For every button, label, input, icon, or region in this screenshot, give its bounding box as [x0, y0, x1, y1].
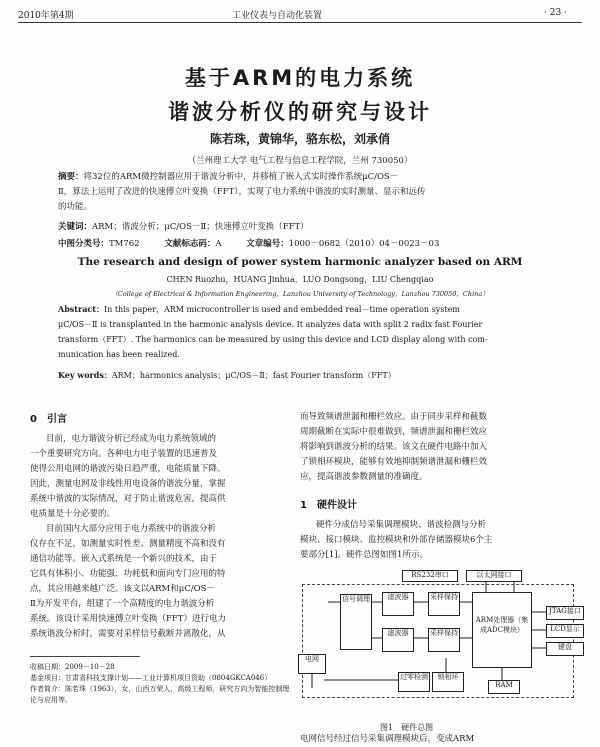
abstract-en-line-3: transform（FFT）. The harmonics can be measured by using this device and LCD display along with com-	[58, 335, 488, 344]
s0-line: 因此，测量电网及非线性用电设备的谐波分量，掌握	[30, 479, 226, 489]
abstract-en-line-2: μC/OS－Ⅱ is transplanted in the harmonic analysis device. It analyzes data with split 2 radix fast Fourier	[58, 320, 483, 329]
section-1-heading: 1 硬件设计	[300, 500, 357, 511]
s1-line: 要部分[1]。硬件总图如图1所示。	[300, 550, 428, 560]
s0-line: 系统。该设计采用快速傅立叶变换（FFT）进行电力	[30, 614, 226, 624]
right-bottom-line: 电网信号经过信号采集调理模块后，变成ARM	[300, 734, 475, 744]
grid-source-block: 电网	[298, 654, 326, 674]
section-1-body	[300, 518, 580, 563]
keypad-block: 键盘	[546, 642, 584, 656]
keywords-cn-label: 关键词：	[58, 222, 93, 232]
abstract-en-line-1: In this paper，ARM microcontroller is used and embedded real－time operation system	[103, 305, 460, 314]
article-number-label: 文章编号：	[246, 239, 289, 249]
footnote-fund: 基金项目：甘肃省科技支撑计划——工业计算机项目资助（0804GKCA046）	[30, 674, 272, 682]
doc-code-label: 文献标志码：	[164, 239, 216, 249]
footnotes	[30, 662, 292, 706]
keywords-en	[58, 370, 558, 381]
title-line-1: 基于ARM的电力系统	[184, 66, 416, 90]
keywords-cn	[58, 220, 558, 235]
abstract-en-line-4: munication has been realized.	[58, 350, 180, 359]
classification-line	[58, 237, 558, 252]
title-en: The research and design of power system harmonic analyzer based on ARM	[77, 256, 523, 268]
header-rule	[18, 22, 582, 23]
s0-line: 它具有体积小、功能强、功耗低和面向专门应用的特	[30, 569, 226, 579]
right-intro	[300, 410, 580, 485]
header-page-number: · 23 ·	[544, 8, 567, 18]
filter-1-block: 滤波器	[382, 592, 414, 616]
abstract-cn-label: 摘要：	[58, 172, 84, 182]
s0-line: Ⅱ为开发平台，组建了一个高精度的电力谐波分析	[30, 599, 215, 609]
header-journal-name: 工业仪表与自动化装置	[232, 11, 323, 21]
jtag-block: JTAG接口	[546, 606, 584, 620]
title-line-2: 谐波分析仪的研究与设计	[168, 100, 432, 124]
footnote-received: 收稿日期：2009－10－28	[30, 663, 115, 671]
s0-line: 点，其应用越来越广泛。该文以ARM和μC/OS－	[30, 584, 215, 594]
arm-processor-block: ARM处理器（集成ADC模块）	[472, 592, 532, 668]
s0-line: 一个重要研究方向。各种电力电子装置的迅速普及	[30, 449, 218, 459]
abstract-en	[58, 302, 558, 362]
clc-label: 中图分类号：	[58, 239, 110, 249]
s0-line: 使得公用电网的谐波污染日趋严重，电能质量下降。	[30, 464, 226, 474]
r-line: 应，提高谐波参数测量的准确度。	[300, 472, 428, 482]
doc-code: A	[215, 239, 222, 249]
footnote-author: 作者简介：陈若珠（1963），女，山西万荣人，高级工程师，研究方向为智能控制理论与应用等。	[30, 685, 290, 704]
sample-hold-1-block: 采样保持	[428, 592, 460, 616]
s0-line: 电质量是十分必要的。	[30, 509, 116, 519]
sample-hold-2-block: 采样保持	[428, 628, 460, 652]
r-line: 了锁相环模块，能够有效地抑制频谱泄漏和栅栏效	[300, 457, 488, 467]
abstract-cn-line-3: 的功能。	[58, 202, 93, 212]
section-0-heading: 0 引言	[30, 414, 67, 425]
authors: 陈若珠，黄锦华，骆东松，刘承俏	[209, 132, 390, 146]
clc-code: TM762	[109, 239, 140, 249]
keywords-en-label: Key words：	[58, 370, 112, 380]
pll-block: 锁相环	[432, 672, 464, 692]
keywords-cn-text: ARM；谐波分析；μC/OS－Ⅱ；快速傅立叶变换（FFT）	[92, 222, 309, 232]
ethernet-block: 以太网接口	[466, 570, 522, 582]
r-line: 周期截断在实际中很难做到，频谱泄漏和栅栏效应	[300, 427, 488, 437]
s0-line: 系统中谐波的实际情况，对于防止谐波危害，提高供	[30, 494, 226, 504]
header-journal-issue: 2010年第4期	[18, 11, 74, 21]
abstract-cn-line-1: 将32位的ARM微控制器应用于谐波分析中，并移植了嵌入式实时操作系统μC/OS－	[83, 172, 399, 182]
s0-line: 目前国内大部分应用于电力系统中的谐波分析	[46, 524, 217, 534]
abstract-en-label: Abstract：	[58, 304, 104, 314]
r-line: 而导致频谱泄漏和栅栏效应。由于同步采样和截数	[300, 412, 488, 422]
s0-line: 目前，电力谐波分析已经成为电力系统领域的	[46, 434, 217, 444]
s1-line: 模块、接口模块、监控模块和外部存储器模块6个主	[300, 535, 493, 545]
hardware-diagram	[296, 568, 586, 718]
s0-line: 通信功能等。嵌入式系统是一个新兴的技术，由于	[30, 554, 218, 564]
lcd-block: LCD显示	[546, 624, 584, 638]
zero-cross-block: 过零检测	[398, 672, 430, 692]
footnote-rule	[30, 656, 140, 657]
s1-line: 硬件分成信号采集调理模块、谐波检测与分析	[316, 520, 487, 530]
filter-2-block: 滤波器	[382, 628, 414, 652]
keywords-en-text: ARM；harmonics analysis；μC/OS－Ⅱ；fast Fourier transform（FFT）	[111, 371, 396, 380]
ram-block: RAM	[488, 680, 520, 694]
section-0-body	[30, 432, 292, 642]
figure-caption: 图1 硬件总图	[380, 723, 434, 732]
abstract-cn-line-2: Ⅱ，算法上运用了改进的快速傅立叶变换（FFT），实现了电力系统中谐波的实时测量、显示和远传	[58, 187, 426, 197]
article-number: 1000－0682（2010）04－0023－03	[288, 239, 440, 249]
signal-conditioning-block: 信号调理	[340, 594, 372, 650]
affiliation-en: （College of Electrical & Information Engineering，Lanzhou University of Technology，Lanzhou 730050，China）	[111, 290, 489, 298]
affiliation: （兰州理工大学 电气工程与信息工程学院，兰州 730050）	[187, 156, 413, 166]
rs232-block: RS232串口	[402, 570, 458, 582]
s0-line: 系统谐波分析时，需要对采样信号截断并离散化，从	[30, 629, 226, 639]
authors-en: CHEN Ruozhu，HUANG Jinhua，LUO Dongsong，LIU Chengqiao	[166, 275, 434, 284]
r-line: 将影响到谐波分析的结果。该文在硬件电路中加入	[300, 442, 488, 452]
abstract-cn	[58, 170, 558, 215]
s0-line: 仪存在不足，如测量实时性差、测量精度不高和没有	[30, 539, 226, 549]
